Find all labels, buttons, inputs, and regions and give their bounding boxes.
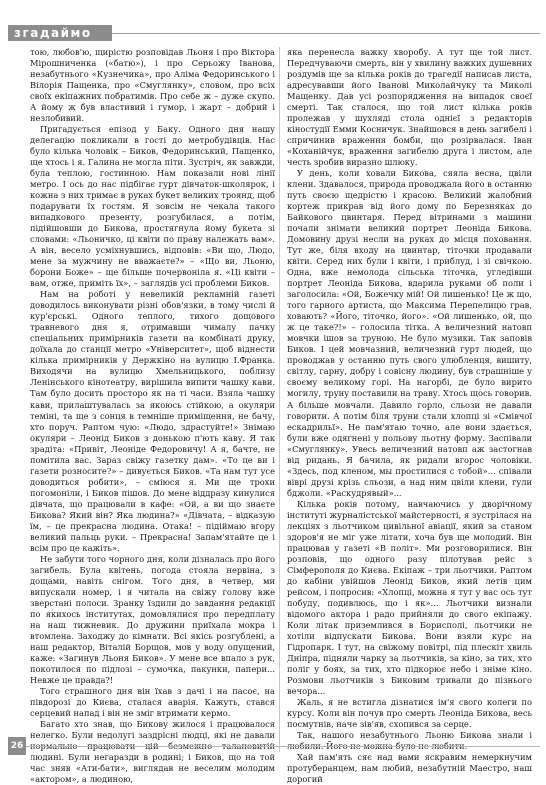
article-paragraph: Не забути того чорного дня, коли дізналась про його загибель. Була квітень, погода стояла нервіна, з дощами, навіть снігом. Того дня, в четвер, ми випускали номер, і я читала на свіжу голову вже зверстані полоси. Зранку їздили до завдання редакції по якихось інститутах, домовлялися про передплату на наш тижневик. До дружини приїхала мокра і втомлена. Заходжу до кімнати. Всі якісь розгублені, а наш редактор, Віталій Борщов, мов у воду опущений, каже: «Загинув Льоня Биков». У мене все впало з рук, покотилося по підлозі – сумочка, пакунки, папери... Невже це правда?! bbox=[30, 553, 275, 685]
article-paragraph: Пригадується епізод у Баку. Одного дня нашу делегацію покликали в гості до метробудівців. Нас було кілька чоловік – Биков, Федоринський, Пащенко, ще хтось і я. Галина не могла піти. Зустріч, як завжди, була теплою, гостинною. Нам показали нові лінії метро. І ось до нас підбігає гурт дівчаток-школярок, і кожна з них тримає в руках букет великих троянд, щоб подарувати їх гостям. Я зовсім не чекала такого випадкового презенту, розгубилася, а потім, підійшовши до Бикова, простягнула йому букета зі словами: «Льоничко, ці квіти по праву належать вам». А він, весело усміхнувшись, відповів: «Ви що, Людо, мене за мужчину не вважаєте?» – «Що ви, Льоню, борони Боже» – ще більше почервоніла я. «Ці квіти – вам, отже, приміть їх», – заглядів усі проблеми Биков. bbox=[30, 124, 275, 289]
page-number: 26 bbox=[8, 737, 26, 755]
article-column-left bbox=[30, 47, 275, 785]
article-paragraph: Хай пам'ять сяє над вами яскравим немеркнучим протуберанцем, нам любий, незабутній Маестро, наш дорогий bbox=[287, 752, 532, 785]
article-paragraph: Жаль, я не встигла дізнатися ім'я свого колеги по курсу. Коли він почув про смерть Леоніда Бикова, весь посмутнів, наче зів'яв, схопився за серце. bbox=[287, 696, 532, 729]
article-column-right bbox=[287, 47, 532, 785]
article-paragraph: яка перенесла важку хворобу. А тут ще той лист. Передчуваючи смерть, він у хвилину важких душевних роздумів ще за кілька років до трагедії написав листа, адресувавши його Іванові Миколайчуку та Миколі Мащенку. Дав усі розпорядження на випадок своєї смерті. Так сталося, що той лист кілька років пролежав у шухляді стола однієї з редакторів кіностудії Емми Косничук. Знайшовся в день загибелі і спричинив враження бомби, що розірвалася. Іван «Коханійчук, враження загибелю друга і листом, але честь зробив виразно шлюку. bbox=[287, 47, 532, 168]
footer-divider-line bbox=[26, 746, 540, 747]
article-paragraph: Багато хто знав, що Бикову жилося і працювалося нелегко. Були недолугі заздрісні людці, які не давали нормально працювати цій безмежно талановитій людині. Були негаразди в родині; і Биков, що на той час зняв «Ати-бати», виглядав не веселим молодим «актором», а людиною, bbox=[30, 718, 275, 785]
header-divider-line bbox=[112, 33, 540, 34]
page-header bbox=[0, 0, 546, 48]
article-paragraph: Того страшного дня він їхав з дачі і на пасоє, на півдорозі до Києва, сталася аварія. Кажуть, стався серцевий напад і він не зміг втримати кермо. bbox=[30, 685, 275, 718]
article-paragraph: Кілька років потому, навчаючись у дворічному інституті журналістської майстерності, я зустрілася на лекціях з льотчиком цивільної авіації, який за станом здоров'я не міг уже літати, хоча був ще молодий. Він працював у газеті «В політ». Ми розговорилися. Він розповів, що одного разу пілотував рейс з Сімферополя до Києва. Екіпаж – три льотчики. Раптом до кабіни увійшов Леонід Биков, який летів цим рейсом, і попросив: «Хлопці, можна я тут у вас ось тут побуду, подивлюсь, що і як»... Льотчики визнали відомого актора і радо прийняли до свого екіпажу. Коли літак приземлився в Борисполі, льотчики не хотіли відпускати Бикова. Вони взяли курс на Гідропарк. І тут, на свіжому повітрі, під плескіт хвиль Дніпра, підняли чарку за льотчиків, за кіно, за тих, хто поліг у боях, за тих, хто підкорює небо і зніме кіно. Розмови льотчиків з Биковим тривали до пізнього вечора... bbox=[287, 498, 532, 696]
article-paragraph: Так, нашого незабутнього Льоню Бикова знали і любили. Його не можна було не любити. bbox=[287, 729, 532, 751]
article-paragraph: У день, коли ховали Бикова, сяяла весна, цвіли клени. Здавалося, природа проводжала його в останню путь своєю щедрістю і красою. Великий жалобний кортеж прикрав від його дому по Березняках до Байкового цвинтаря. Перед вітринами з машини почали знімати великий портрет Леоніда Бикова. Домовину друзі несли на руках до місця поховання. Тут же, біля входу на цвинтар, тіточки продавали квіти. Серед них були і квіти, і приблуд, і зі свічкою. Одна, вже немолода сільська тіточка, угледівши портрет Леоніда Бикова, вдарила руками об поли і заголосила: «Ой, Божечку мій! Ой лишенько! Це ж що, того гарного артиста, що Максима Перепелицю грав, ховають? «Його, тіточко, його». «Ой лишенько, ой, що ж це таке?!» – голосила тітка. А величезний натовп мовчки ішов за труною. Не було музики. Так заповів Биков. І цей мовчазний, величезний гурт людей, що проводжав у останню путь свого улюбленця, вишиту, світлу, гарну, добру і совісну людину, був страшніше у своєму великому горі. На нагорбі, де було вирито могилу, труну поставили на траву. Хтось щось говорив. А більше мовчали. Давило горло, сльози не давали говорити. А потім біля труни стали хлопці зі «Смівчої ескадрильї». Не пам'ятаю точно, але вони здається, були вже одягнені у польову льотну форму. Заспівали «Смуглянку». Увесь величезний натовп аж застогнав від ридань. Я бачила, як ридали вгорос чоловіки. «Здесь, под кленом, мы простилися с тобой»... співали віврі друзі крізь сльози, а над ним цвіли клени, гули бджоли. «Раскудрявый»... bbox=[287, 168, 533, 498]
section-title: згадаймо bbox=[14, 26, 92, 40]
article-paragraph: тою, любов'ю, щирістю розповідав Льоня і про Віктора Мірошниченка («батю»), і про Серьожу Іванова, незабутнього «Кузнечика», про Аліма Федоринського і Вілорія Пащенка, про «Смуглянку», словом, про всіх своїх екіпажних побратимів. Про себе ж – дуже скупо. А йому ж був властивий і гумор, і жарт – добрий і незлобивий. bbox=[30, 47, 275, 124]
article-paragraph: Нам на роботі у невеликій рекламній газеті доводилось виконувати різні обов'язки, в тому числі й кур'єрські. Одного теплого, тихого дощового травневого дня я, отримавши чималу пачку спеціальних примірників газети на комбінаті друку, доїхала до станції метро «Університет», щоб віднести кілька примірників у Держкіно на вулицю І.Франка. Виходячи на вулицю Хмельницького, поблизу Ленінського кінотеатру, вирішила випити чашку кави. Там було досить просторо як на ті часи. Взяла чашку кави, прилаштувалась за якоюсь стійкою, а окуляри теміні, та ще з сонця в темніше приміщення, не бачу, хто поруч. Раптом чую: «Людо, здрастуйте!» Знімаю окуляри – Леонід Биков з донькою п'ють каву. Я так зрадіта: «Привіт, Леоніде Федоровичу! А я, бачте, не помітила вас. Зараз свіжу газетку дам». «То це ви і газети розносите?» – дивується Биков. «Та нам тут усе доводиться робити», – сміюся я. Ми ще трохи погомоніли, і Биков пішов. До мене віддразу кинулися дівчата, що працювали в кафе: «Ой, а ви що знаєте Бикова? Який він? Яка людина?» «Дівчата, – відказую їм, – це прекрасна людина. Отака! – підіймаю вгору великий пальць руки. – Прекрасна! Запам'ятайте це і всім про це кажіть». bbox=[30, 289, 275, 553]
column-divider bbox=[279, 47, 280, 752]
